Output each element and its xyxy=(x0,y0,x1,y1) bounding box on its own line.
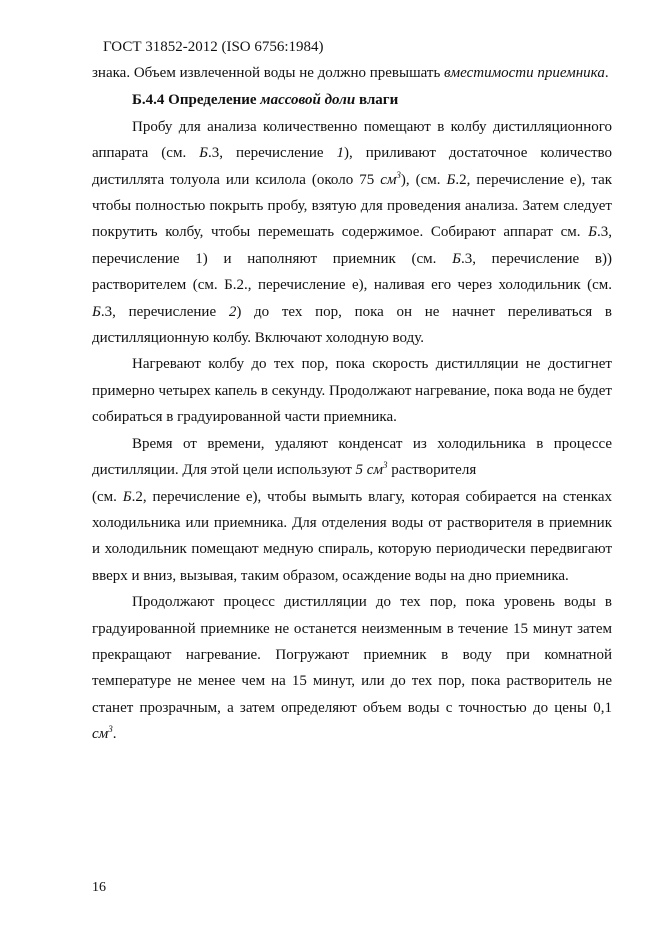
p3-unit-sup: 3 xyxy=(383,460,388,471)
p1-text-8: .3, перечисление xyxy=(100,303,229,320)
paragraph-3-rest xyxy=(92,484,612,590)
p3-text-2: растворителя xyxy=(387,462,477,479)
section-number: Б.4.4 Определение xyxy=(132,92,261,109)
p1-ref-5: Б xyxy=(452,250,461,267)
p1-ref-4: Б xyxy=(588,224,597,241)
paragraph-4 xyxy=(92,589,612,747)
intro-end: . xyxy=(604,65,609,81)
paragraph-2: Нагревают колбу до тех пор, пока скорость дистилляции не достигнет примерно четырех капель в секунду. Продолжают нагревание, пока вода не будет собираться в градуированной части приемника. xyxy=(92,356,612,426)
section-heading xyxy=(92,86,612,113)
p1-unit: см xyxy=(380,171,397,188)
p1-ref-3: Б xyxy=(446,171,456,188)
p1-ref-6: Б xyxy=(92,303,101,320)
p1-text-3: ), приливают достаточное количество дистиллята толуола или ксилола (около 75 xyxy=(92,145,612,188)
paragraph-1 xyxy=(92,114,612,352)
p4-end: . xyxy=(112,726,117,743)
page-number: 16 xyxy=(92,880,106,895)
section-rest: влаги xyxy=(355,92,399,109)
p1-ref-1: Б xyxy=(199,145,209,162)
p1-text-9: ) до тех пор, пока он не начнет переливаться в дистилляционную колбу. Включают холодную воду. xyxy=(92,303,612,347)
p3-text-3: (см. xyxy=(92,488,123,505)
section-italic: массовой доли xyxy=(260,92,356,109)
p3-text-1: Время от времени, удаляют конденсат из холодильника в процессе дистилляции. Для этой цели используют xyxy=(92,435,612,479)
p1-text-1: Пробу для анализа количественно помещают в колбу дистилляционного аппарата (см. xyxy=(92,118,612,162)
intro-text: знака. Объем извлеченной воды не должно превышать xyxy=(92,65,445,81)
p1-unit-sup: 3 xyxy=(396,169,401,180)
p4-text: Продолжают процесс дистилляции до тех пор, пока уровень воды в градуированной приемнике не останется неизменным в течение 15 минут затем прекращают нагревание. Погружают приемник в воду при комнатной температуре не менее чем на 15 минут, или до тех пор, пока растворитель не станет прозрачным, а затем определяют объем воды с точностью до цены 0,1 xyxy=(92,594,612,716)
p1-text-6: .3, перечисление 1) и наполняют приемник (см. xyxy=(92,224,612,267)
p1-text-7: .3, перечисление в)) растворителем (см. Б.2., перечисление е), наливая его через холодильник (см. xyxy=(92,250,612,294)
p3-ref-1: Б xyxy=(122,488,132,505)
paragraph-3-first-line xyxy=(92,431,612,484)
p4-unit-sup: 3 xyxy=(108,724,113,735)
intro-paragraph xyxy=(92,60,612,86)
intro-italic: вместимости приемника xyxy=(444,65,605,81)
document-header: ГОСТ 31852-2012 (ISO 6756:1984) xyxy=(103,39,324,55)
p1-text-2: .3, перечисление xyxy=(208,145,337,162)
p1-text-4: ), (см. xyxy=(400,171,447,188)
p3-text-4: .2, перечисление е), чтобы вымыть влагу, которая собирается на стенках холодильника или приемника. Для отделения воды от растворителя в приемник и холодильник помещают медную спираль, которую периодически передвигают вверх и вниз, вызывая, таким образом, осаждение воды на дно приемника. xyxy=(92,488,612,584)
p1-ref-7: 2 xyxy=(228,303,237,320)
p3-amount: 5 см xyxy=(355,462,383,479)
p4-unit: см xyxy=(92,726,109,743)
document-body xyxy=(92,60,612,748)
p1-ref-2: 1 xyxy=(336,145,345,162)
p1-text-5: .2, перечисление е), так чтобы полностью покрыть пробу, взятую для проведения анализа. Затем следует покрутить колбу, чтобы перемешать содержимое. Собирают аппарат см. xyxy=(92,171,613,241)
